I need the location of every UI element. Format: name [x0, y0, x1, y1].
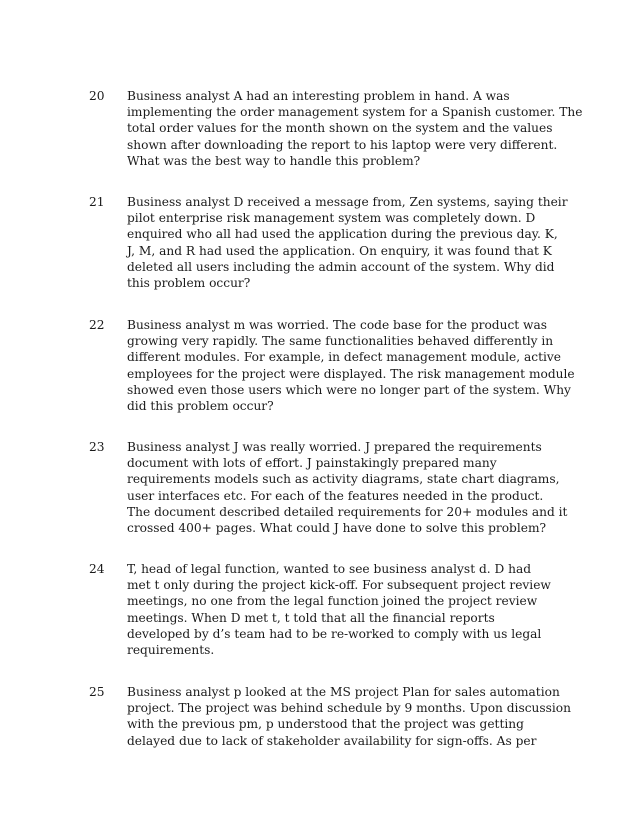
text-line: total order values for the month shown on the system and the values [127, 121, 553, 136]
text-line: document with lots of effort. J painstakingly prepared many [127, 456, 497, 471]
text-line: project. The project was behind schedule by 9 months. Upon discussion [127, 701, 571, 716]
text-line: growing very rapidly. The same functionalities behaved differently in [127, 334, 554, 349]
text-line: shown after downloading the report to his laptop were very different. [127, 137, 558, 152]
text-line: pilot enterprise risk management system was completely down. D [127, 211, 536, 226]
text-line: Business analyst m was worried. The code base for the product was [127, 318, 548, 332]
text-line: enquired who all had used the application during the previous day. K, [127, 227, 558, 242]
text-line: delayed due to lack of stakeholder availability for sign-offs. As per [127, 733, 537, 748]
text-line: met t only during the project kick-off. For subsequent project review [127, 578, 551, 593]
text-line: different modules. For example, in defect management module, active [127, 350, 561, 365]
text-line: showed even those users which were no longer part of the system. Why [127, 382, 571, 397]
text-line: What was the best way to handle this problem? [127, 153, 421, 168]
text-line: meetings, no one from the legal function joined the project review [127, 594, 538, 609]
question-text [127, 194, 567, 291]
question-number: 20 [89, 89, 105, 103]
question-number: 23 [89, 440, 105, 454]
text-line: requirements. [127, 642, 215, 657]
text-line: Business analyst A had an interesting problem in hand. A was [127, 89, 510, 103]
text-line: this problem occur? [127, 275, 251, 290]
question-text [127, 317, 575, 414]
question-text [127, 561, 567, 658]
text-line: crossed 400+ pages. What could J have done to solve this problem? [127, 520, 547, 535]
text-line: J, M, and R had used the application. On enquiry, it was found that K [127, 243, 552, 258]
question-number: 24 [89, 562, 105, 576]
text-line: developed by d’s team had to be re-worked to comply with us legal [127, 626, 542, 641]
text-line: The document described detailed requirements for 20+ modules and it [127, 504, 568, 519]
text-line: requirements models such as activity diagrams, state chart diagrams, [127, 472, 560, 487]
question-text [127, 684, 571, 749]
text-line: Business analyst D received a message from, Zen systems, saying their [127, 195, 568, 209]
question-number: 22 [89, 318, 105, 332]
question-number: 25 [89, 685, 105, 699]
text-line: with the previous pm, p understood that the project was getting [127, 717, 524, 732]
text-line: Business analyst J was really worried. J prepared the requirements [127, 440, 542, 454]
question-text [127, 88, 583, 169]
text-line: meetings. When D met t, t told that all the financial reports [127, 610, 495, 625]
text-line: implementing the order management system for a Spanish customer. The [127, 105, 583, 120]
text-line: did this problem occur? [127, 398, 274, 413]
text-line: Business analyst p looked at the MS project Plan for sales automation [127, 685, 560, 699]
text-line: employees for the project were displayed. The risk management module [127, 366, 575, 381]
text-line: deleted all users including the admin account of the system. Why did [127, 259, 555, 274]
question-text [127, 439, 567, 536]
text-line: user interfaces etc. For each of the features needed in the product. [127, 488, 544, 503]
question-number: 21 [89, 195, 105, 209]
text-line: T, head of legal function, wanted to see business analyst d. D had [127, 562, 532, 576]
